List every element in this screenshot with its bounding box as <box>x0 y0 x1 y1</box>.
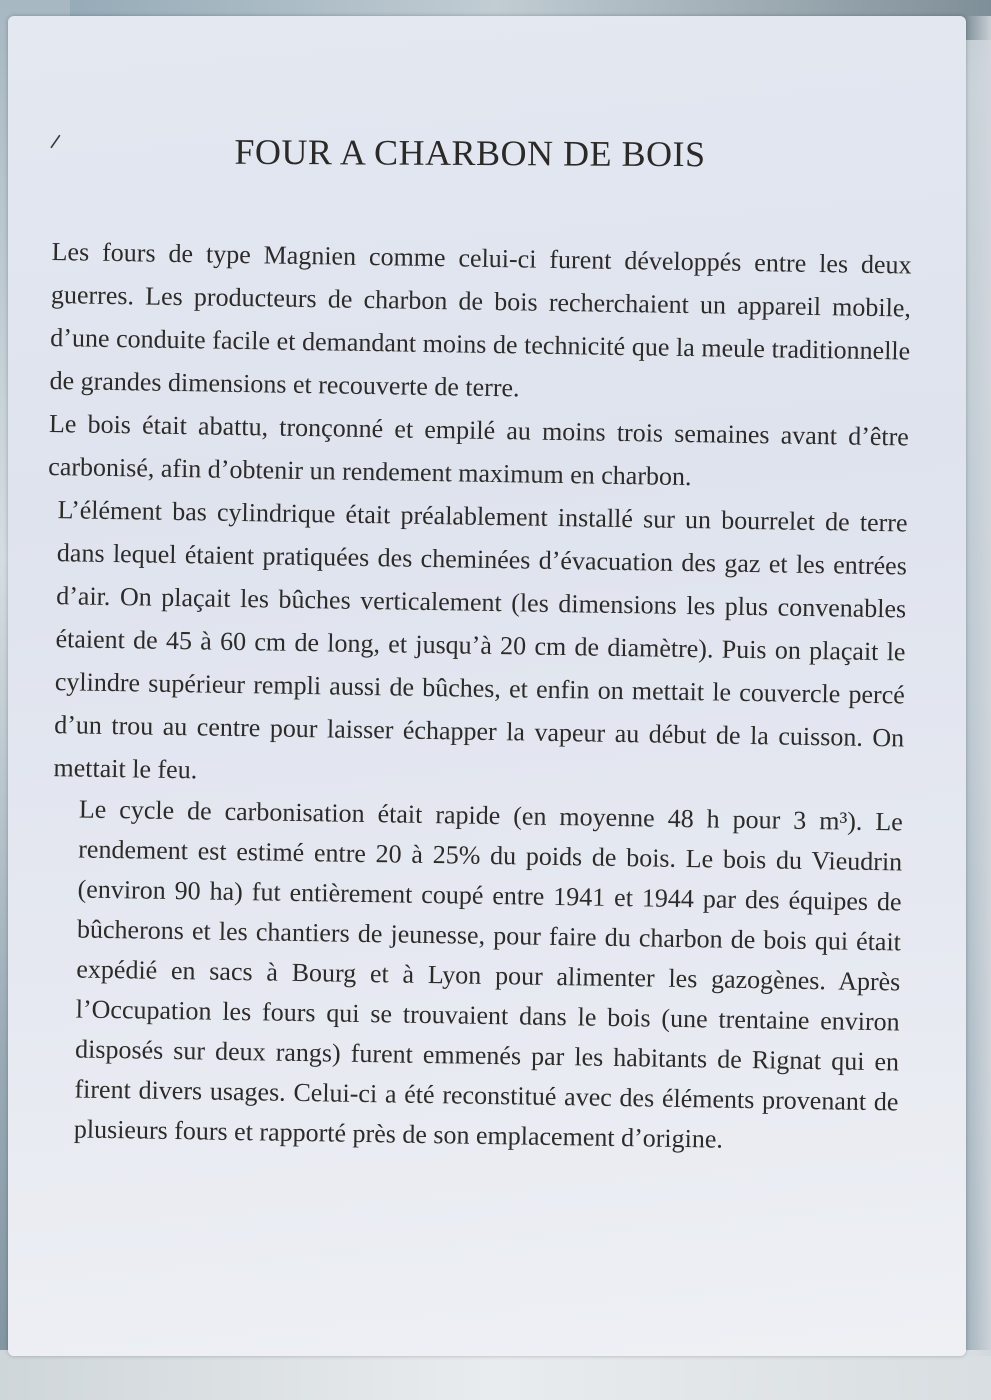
paragraph-oven-loading: L’élément bas cylindrique était préalablement installé sur un bourrelet de terre dans lequel étaient pratiquées des cheminées d’évacuation des gaz et les entrées d’air. On plaçait les bûches verticalement (les dimensions les plus convenables étaient de 45 à 60 cm de long, et jusqu’à 20 cm de diamètre). Puis on plaçait le cylindre supérieur rempli aussi de bûches, et enfin on mettait le couvercle percé d’un trou au centre pour laisser échapper la vapeur au début de la cuisson. On mettait le feu. <box>53 495 908 785</box>
panel-edge <box>966 16 991 1356</box>
paragraph-history: Les fours de type Magnien comme celui-ci furent développés entre les deux guerres. Les producteurs de charbon de bois recherchaient un appareil mobile, d’une conduite facile et demandant moins de technicité que la meule traditionnelle de grandes dimensions et recouverte de terre. <box>49 236 912 403</box>
sign-body <box>38 230 912 1162</box>
paragraph-production: Le cycle de carbonisation était rapide (en moyenne 48 h pour 3 m³). Le rendement est estimé entre 20 à 25% du poids de bois. Le bois du Vieudrin (environ 90 ha) fut entièrement coupé entre 1941 et 1944 par des équipes de bûcherons et les chantiers de jeunesse, pour faire du charbon de bois qui était expédié en sacs à Bourg et à Lyon pour alimenter les gazogènes. Après l’Occupation les fours qui se trouvaient dans le bois (une trentaine environ disposés sur deux rangs) furent emmenés par les habitants de Rignat qui en firent divers usages. Celui-ci a été reconstitué avec des éléments provenant de plusieurs fours et rapporté près de son emplacement d’origine. <box>73 794 904 1154</box>
sign-title: FOUR A CHARBON DE BOIS <box>234 131 706 175</box>
paragraph-wood-preparation: Le bois était abattu, tronçonné et empilé au moins trois semaines avant d’être carbonisé, afin d’obtenir un rendement maximum en charbon. <box>48 408 910 492</box>
scratch-mark: ⸝ <box>42 113 66 155</box>
background-bottom <box>0 1350 991 1400</box>
